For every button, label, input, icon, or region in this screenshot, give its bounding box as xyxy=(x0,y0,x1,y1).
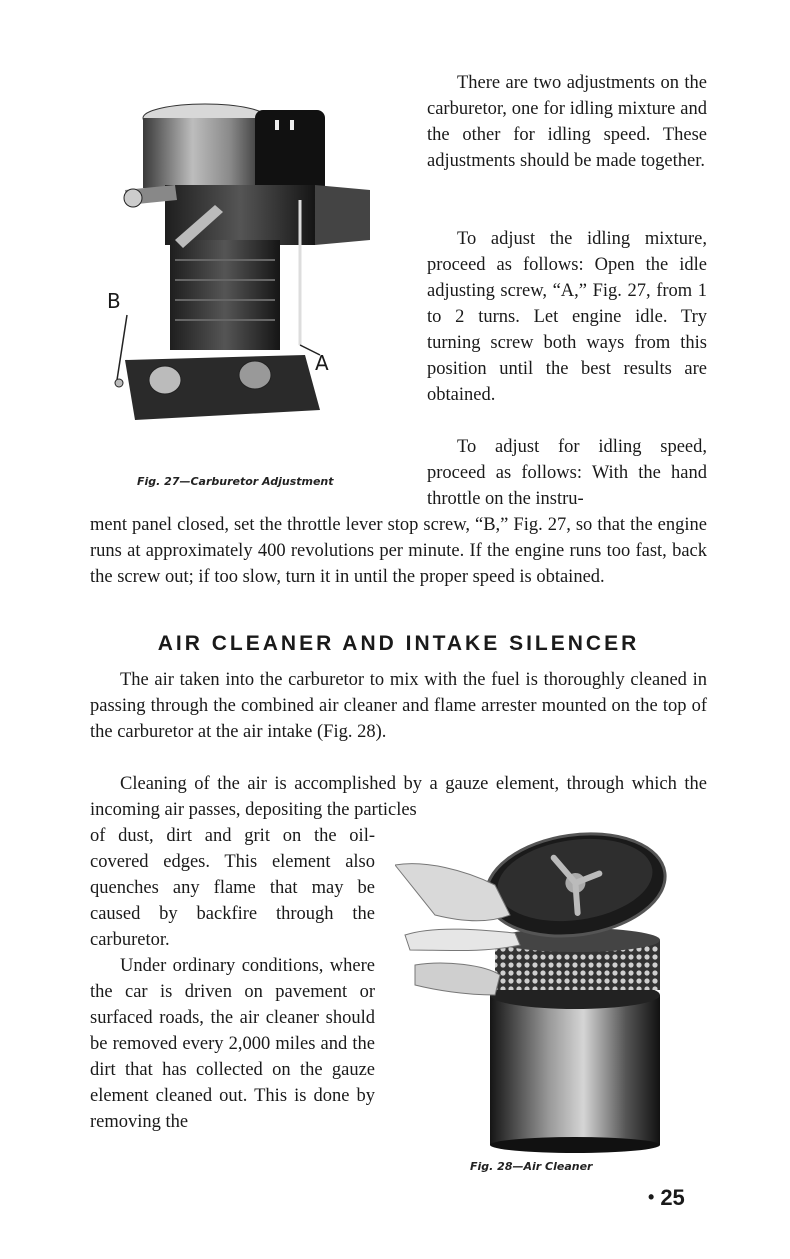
paragraph-adjustments-intro: There are two adjustments on the carburetor, one for idling mixture and the other for idling speed. These adjustments should be made together. xyxy=(427,73,707,171)
paragraph-air-intake: The air taken into the carburetor to mix with the fuel is thoroughly cleaned in passing through the combined air cleaner and flame arrester mounted on the top of the carburetor at the air intake (Fig. 28). xyxy=(90,670,707,742)
paragraph-idling-speed-start: To adjust for idling speed, proceed as follows: With the hand throttle on the instru- xyxy=(427,437,707,509)
paragraph-cleaning-interval: Under ordinary conditions, where the car is driven on pavement or surfaced roads, the air cleaner should be removed every 2,000 miles and the dirt that has collected on the gauze element cleaned out. This is done by removing the xyxy=(90,956,375,1132)
paragraph-gauze-element-continued: of dust, dirt and grit on the oil-covered edges. This element also quenches any flame that may be caused by backfire through the carburetor. xyxy=(90,826,375,950)
figure-27-caption: Fig. 27—Carburetor Adjustment xyxy=(137,475,334,488)
figure-28-caption: Fig. 28—Air Cleaner xyxy=(470,1160,593,1173)
paragraph-gauze-element: Cleaning of the air is accomplished by a gauze element, through which the incoming air passes, depositing the particles xyxy=(90,774,707,820)
label-b: B xyxy=(107,289,121,313)
page-bullet: • xyxy=(648,1187,655,1207)
paragraph-idling-speed-continued: ment panel closed, set the throttle lever stop screw, “B,” Fig. 27, so that the engine runs at approximately 400 revolutions per minute. If the engine runs too fast, back the screw out; if too slow, turn it in until the proper speed is obtained. xyxy=(90,515,707,587)
section-heading: AIR CLEANER AND INTAKE SILENCER xyxy=(157,632,640,655)
page-number-value: 25 xyxy=(660,1185,685,1210)
figure-28-air-cleaner-photo xyxy=(395,825,685,1155)
label-a: A xyxy=(315,351,329,375)
page-number xyxy=(648,1185,685,1211)
figure-27-carburetor-photo xyxy=(105,90,385,430)
paragraph-idling-mixture: To adjust the idling mixture, proceed as follows: Open the idle adjusting screw, “A,” Fig. 27, from 1 to 2 turns. Let engine idle. Try turning screw both ways from this position until the best results are obtained. xyxy=(427,229,707,405)
